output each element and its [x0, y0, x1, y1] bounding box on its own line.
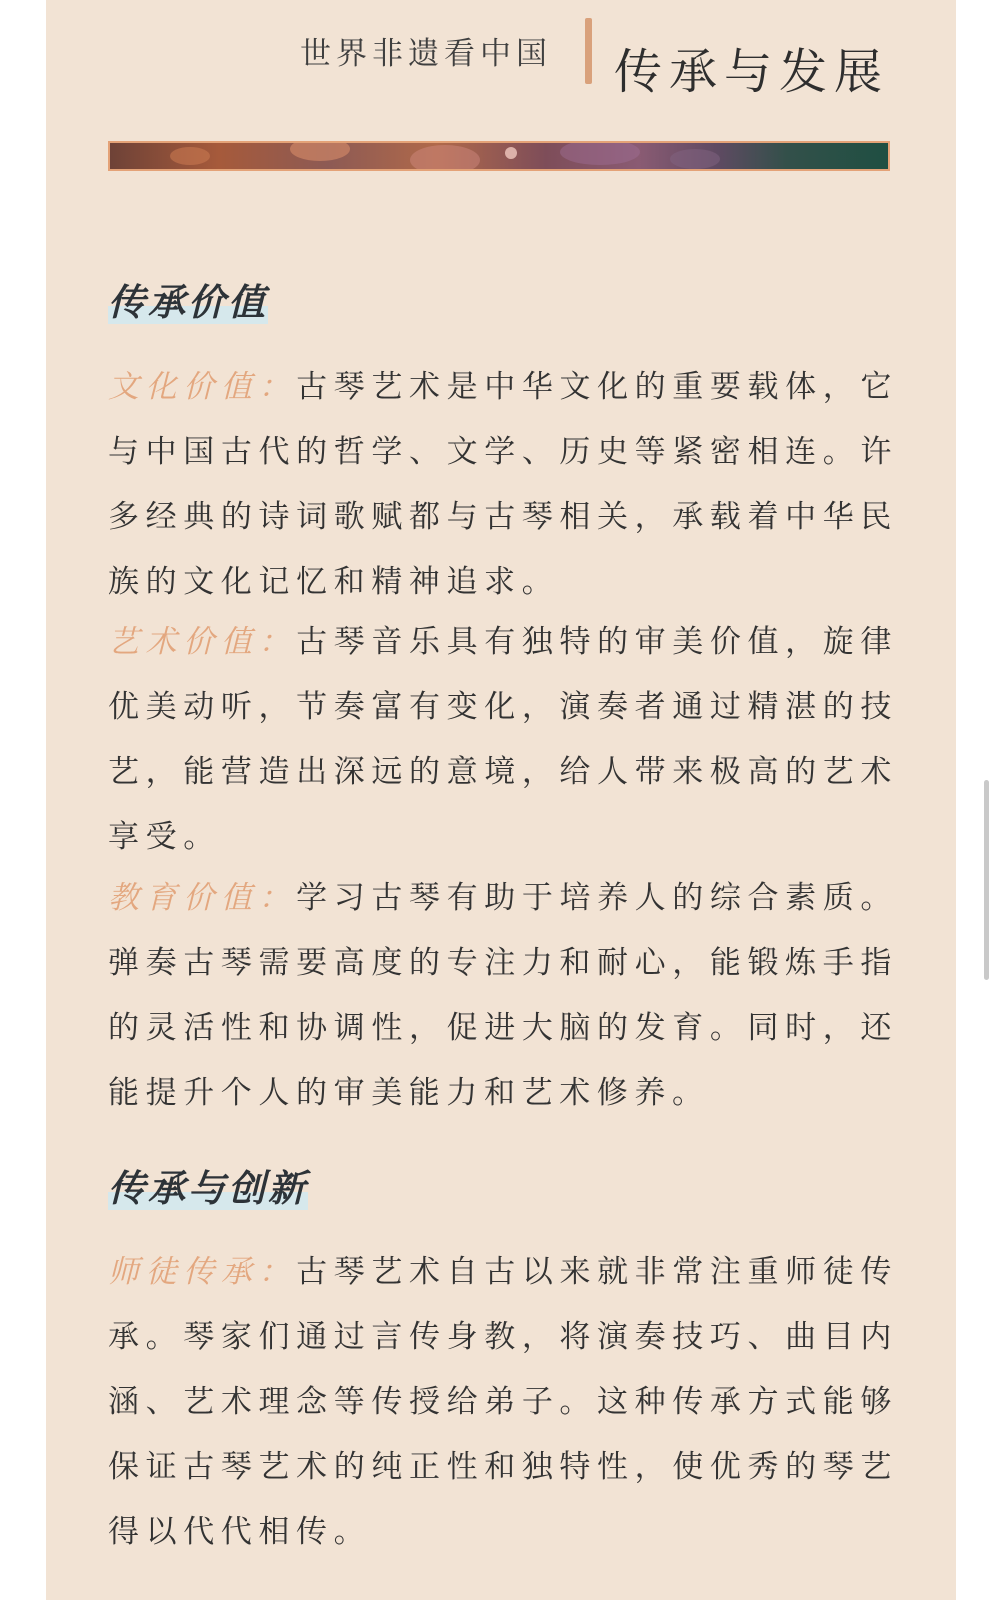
header-subtitle: 世界非遗看中国: [300, 36, 552, 72]
section-heading-value: [108, 272, 268, 326]
paragraph-label: 文化价值：: [108, 369, 297, 405]
paragraph-text: 古琴音乐具有独特的审美价值，旋律优美动听，节奏富有变化，演奏者通过精湛的技艺，能营造出深远的意境，给人带来极高的艺术享受。: [108, 624, 899, 855]
paragraph-educational-value: [108, 866, 898, 1126]
header-divider: [585, 18, 592, 84]
page-title: 传承与发展: [614, 44, 890, 100]
paragraph-text: 古琴艺术自古以来就非常注重师徒传承。琴家们通过言传身教，将演奏技巧、曲目内涵、艺术理念等传授给弟子。这种传承方式能够保证古琴艺术的纯正性和独特性，使优秀的琴艺得以代代相传。: [108, 1254, 899, 1550]
paragraph-cultural-value: [108, 355, 898, 615]
banner-image: [108, 141, 890, 171]
paragraph-label: 师徒传承：: [108, 1254, 297, 1290]
paragraph-label: 教育价值：: [108, 880, 297, 916]
scrollbar[interactable]: [984, 780, 989, 980]
section-heading-text: 传承价值: [108, 281, 268, 324]
section-heading-text: 传承与创新: [108, 1167, 308, 1210]
paragraph-text: 古琴艺术是中华文化的重要载体，它与中国古代的哲学、文学、历史等紧密相连。许多经典的诗词歌赋都与古琴相关，承载着中华民族的文化记忆和精神追求。: [108, 369, 899, 600]
paragraph-text: 学习古琴有助于培养人的综合素质。弹奏古琴需要高度的专注力和耐心，能锻炼手指的灵活性和协调性，促进大脑的发育。同时，还能提升个人的审美能力和艺术修养。: [108, 880, 899, 1111]
paragraph-label: 艺术价值：: [108, 624, 297, 660]
paragraph-artistic-value: [108, 610, 898, 870]
paragraph-master-apprentice: [108, 1240, 898, 1565]
section-heading-innovation: [108, 1158, 308, 1212]
